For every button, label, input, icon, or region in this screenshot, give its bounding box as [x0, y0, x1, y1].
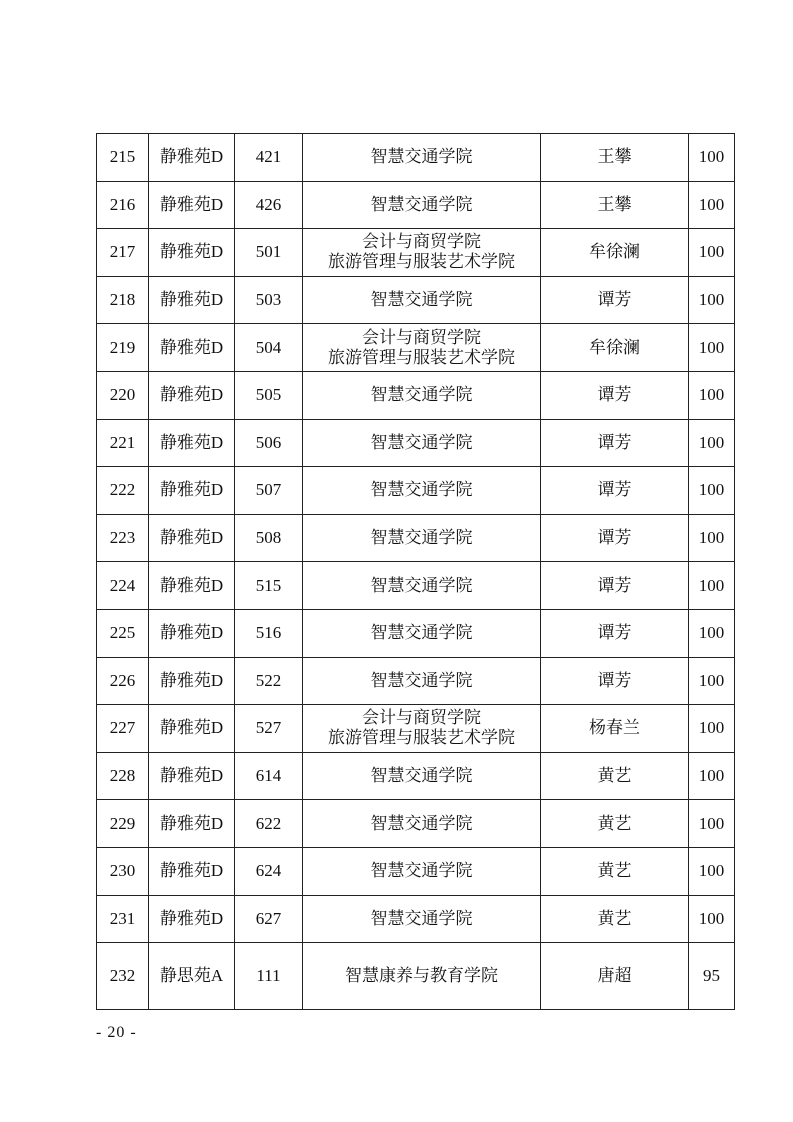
score-cell: 100 [689, 467, 735, 515]
room-cell: 504 [235, 324, 303, 372]
score-cell: 100 [689, 609, 735, 657]
building-cell: 静雅苑D [149, 609, 235, 657]
table-row [97, 609, 735, 657]
table-row [97, 562, 735, 610]
page-number: - 20 - [96, 1024, 137, 1041]
room-cell: 614 [235, 752, 303, 800]
room-cell: 527 [235, 705, 303, 753]
person-in-charge-cell: 王攀 [541, 181, 689, 229]
row-number-cell: 227 [97, 705, 149, 753]
room-cell: 622 [235, 800, 303, 848]
score-cell: 100 [689, 324, 735, 372]
score-cell: 100 [689, 371, 735, 419]
person-in-charge-cell: 唐超 [541, 943, 689, 1010]
room-cell: 505 [235, 371, 303, 419]
person-in-charge-cell: 谭芳 [541, 657, 689, 705]
college-name: 旅游管理与服装艺术学院 [328, 252, 515, 272]
college-name: 智慧交通学院 [370, 575, 473, 595]
college-cell [303, 657, 541, 705]
college-name: 智慧交通学院 [370, 432, 473, 452]
dorm-inspection-table [96, 133, 735, 1010]
college-name: 智慧交通学院 [370, 480, 473, 500]
college-cell [303, 895, 541, 943]
score-cell: 100 [689, 895, 735, 943]
table-body [97, 134, 735, 1010]
person-in-charge-cell: 牟徐澜 [541, 324, 689, 372]
person-in-charge-cell: 杨春兰 [541, 705, 689, 753]
person-in-charge-cell: 谭芳 [541, 276, 689, 324]
table-row [97, 514, 735, 562]
college-name: 智慧交通学院 [370, 766, 473, 786]
person-in-charge-cell: 谭芳 [541, 514, 689, 562]
score-cell: 100 [689, 847, 735, 895]
college-name: 智慧交通学院 [370, 147, 473, 167]
college-name: 智慧康养与教育学院 [345, 966, 498, 986]
college-cell [303, 467, 541, 515]
row-number-cell: 226 [97, 657, 149, 705]
building-cell: 静雅苑D [149, 276, 235, 324]
college-cell [303, 324, 541, 372]
building-cell: 静雅苑D [149, 705, 235, 753]
building-cell: 静雅苑D [149, 800, 235, 848]
room-cell: 426 [235, 181, 303, 229]
score-cell: 100 [689, 181, 735, 229]
room-cell: 624 [235, 847, 303, 895]
score-cell: 100 [689, 276, 735, 324]
room-cell: 515 [235, 562, 303, 610]
college-name: 智慧交通学院 [370, 623, 473, 643]
room-cell: 516 [235, 609, 303, 657]
table-row [97, 895, 735, 943]
score-cell: 100 [689, 800, 735, 848]
building-cell: 静雅苑D [149, 562, 235, 610]
table-row [97, 943, 735, 1010]
college-cell [303, 181, 541, 229]
table-row [97, 276, 735, 324]
table-row [97, 847, 735, 895]
building-cell: 静思苑A [149, 943, 235, 1010]
college-name: 智慧交通学院 [370, 290, 473, 310]
college-cell [303, 562, 541, 610]
score-cell: 95 [689, 943, 735, 1010]
score-cell: 100 [689, 229, 735, 277]
building-cell: 静雅苑D [149, 847, 235, 895]
college-name: 旅游管理与服装艺术学院 [328, 728, 515, 748]
building-cell: 静雅苑D [149, 752, 235, 800]
college-cell [303, 609, 541, 657]
room-cell: 503 [235, 276, 303, 324]
room-cell: 507 [235, 467, 303, 515]
college-name: 会计与商贸学院 [362, 327, 481, 347]
person-in-charge-cell: 牟徐澜 [541, 229, 689, 277]
college-name: 会计与商贸学院 [362, 708, 481, 728]
college-name: 智慧交通学院 [370, 194, 473, 214]
college-name: 智慧交通学院 [370, 528, 473, 548]
row-number-cell: 219 [97, 324, 149, 372]
college-name: 旅游管理与服装艺术学院 [328, 347, 515, 367]
person-in-charge-cell: 谭芳 [541, 609, 689, 657]
building-cell: 静雅苑D [149, 419, 235, 467]
person-in-charge-cell: 谭芳 [541, 419, 689, 467]
row-number-cell: 231 [97, 895, 149, 943]
college-name: 智慧交通学院 [370, 908, 473, 928]
row-number-cell: 220 [97, 371, 149, 419]
person-in-charge-cell: 黄艺 [541, 895, 689, 943]
table-row [97, 657, 735, 705]
table-row [97, 752, 735, 800]
room-cell: 421 [235, 134, 303, 182]
person-in-charge-cell: 王攀 [541, 134, 689, 182]
building-cell: 静雅苑D [149, 467, 235, 515]
score-cell: 100 [689, 562, 735, 610]
person-in-charge-cell: 谭芳 [541, 371, 689, 419]
row-number-cell: 223 [97, 514, 149, 562]
row-number-cell: 217 [97, 229, 149, 277]
college-cell [303, 943, 541, 1010]
row-number-cell: 221 [97, 419, 149, 467]
building-cell: 静雅苑D [149, 134, 235, 182]
person-in-charge-cell: 黄艺 [541, 800, 689, 848]
table-row [97, 134, 735, 182]
score-cell: 100 [689, 419, 735, 467]
college-cell [303, 276, 541, 324]
row-number-cell: 229 [97, 800, 149, 848]
college-name: 会计与商贸学院 [362, 232, 481, 252]
row-number-cell: 225 [97, 609, 149, 657]
building-cell: 静雅苑D [149, 229, 235, 277]
row-number-cell: 218 [97, 276, 149, 324]
room-cell: 506 [235, 419, 303, 467]
score-cell: 100 [689, 657, 735, 705]
table-row [97, 467, 735, 515]
table-row [97, 229, 735, 277]
row-number-cell: 230 [97, 847, 149, 895]
person-in-charge-cell: 黄艺 [541, 752, 689, 800]
table-row [97, 705, 735, 753]
table-row [97, 181, 735, 229]
row-number-cell: 224 [97, 562, 149, 610]
college-cell [303, 229, 541, 277]
row-number-cell: 222 [97, 467, 149, 515]
college-name: 智慧交通学院 [370, 670, 473, 690]
score-cell: 100 [689, 752, 735, 800]
room-cell: 111 [235, 943, 303, 1010]
building-cell: 静雅苑D [149, 324, 235, 372]
college-name: 智慧交通学院 [370, 813, 473, 833]
college-name: 智慧交通学院 [370, 861, 473, 881]
college-cell [303, 847, 541, 895]
building-cell: 静雅苑D [149, 657, 235, 705]
person-in-charge-cell: 黄艺 [541, 847, 689, 895]
table-row [97, 371, 735, 419]
college-cell [303, 371, 541, 419]
building-cell: 静雅苑D [149, 895, 235, 943]
room-cell: 627 [235, 895, 303, 943]
building-cell: 静雅苑D [149, 181, 235, 229]
person-in-charge-cell: 谭芳 [541, 562, 689, 610]
row-number-cell: 228 [97, 752, 149, 800]
row-number-cell: 216 [97, 181, 149, 229]
college-cell [303, 134, 541, 182]
table-row [97, 800, 735, 848]
score-cell: 100 [689, 514, 735, 562]
score-cell: 100 [689, 134, 735, 182]
college-name: 智慧交通学院 [370, 385, 473, 405]
room-cell: 522 [235, 657, 303, 705]
table-row [97, 324, 735, 372]
person-in-charge-cell: 谭芳 [541, 467, 689, 515]
college-cell [303, 800, 541, 848]
college-cell [303, 752, 541, 800]
building-cell: 静雅苑D [149, 371, 235, 419]
room-cell: 508 [235, 514, 303, 562]
college-cell [303, 419, 541, 467]
row-number-cell: 232 [97, 943, 149, 1010]
score-cell: 100 [689, 705, 735, 753]
room-cell: 501 [235, 229, 303, 277]
college-cell [303, 705, 541, 753]
table-row [97, 419, 735, 467]
college-cell [303, 514, 541, 562]
row-number-cell: 215 [97, 134, 149, 182]
building-cell: 静雅苑D [149, 514, 235, 562]
